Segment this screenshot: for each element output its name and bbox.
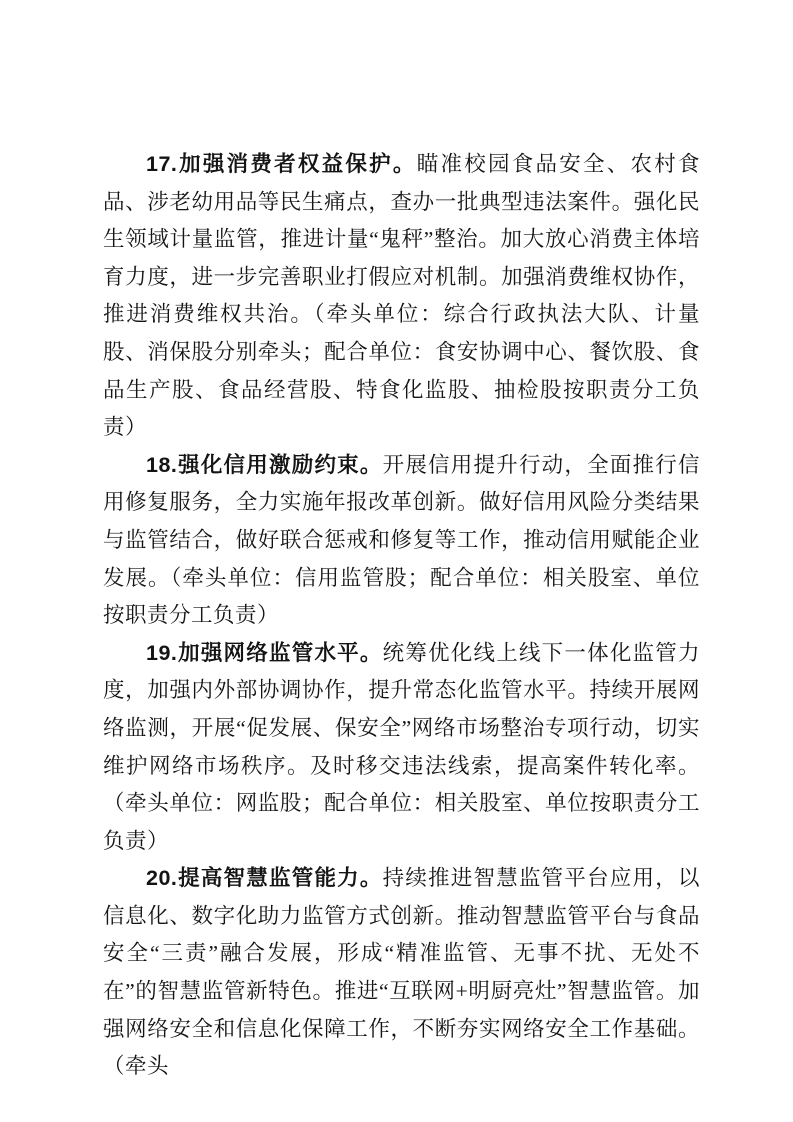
document-text-block (103, 146, 700, 1086)
paragraph-17-heading: 17.加强消费者权益保护。 (146, 152, 417, 176)
paragraph-18 (103, 447, 700, 635)
paragraph-17 (103, 146, 700, 447)
paragraph-19 (103, 635, 700, 861)
paragraph-17-body: 瞄准校园食品安全、农村食品、涉老幼用品等民生痛点，查办一批典型违法案件。强化民生领域计量监管，推进计量“鬼秤”整治。加大放心消费主体培育力度，进一步完善职业打假应对机制。加强消费维权协作，推进消费维权共治。（牵头单位：综合行政执法大队、计量股、消保股分别牵头；配合单位：食安协调中心、餐饮股、食品生产股、食品经营股、特食化监股、抽检股按职责分工负责） (103, 152, 700, 440)
paragraph-19-heading: 19.加强网络监管水平。 (146, 640, 383, 665)
paragraph-20 (103, 860, 700, 1086)
paragraph-20-body: 持续推进智慧监管平台应用，以信息化、数字化助力监管方式创新。推动智慧监管平台与食品安全“三责”融合发展，形成“精准监管、无事不扰、无处不在”的智慧监管新特色。推进“互联网+明厨亮灶”智慧监管。加强网络安全和信息化保障工作，不断夯实网络安全工作基础。（牵头 (103, 866, 700, 1079)
paragraph-18-heading: 18.强化信用激励约束。 (146, 452, 383, 477)
paragraph-18-body: 开展信用提升行动，全面推行信用修复服务，全力实施年报改革创新。做好信用风险分类结果与监管结合，做好联合惩戒和修复等工作，推动信用赋能企业发展。（牵头单位：信用监管股；配合单位：相关股室、单位按职责分工负责） (103, 452, 700, 628)
paragraph-20-heading: 20.提高智慧监管能力。 (146, 866, 383, 891)
paragraph-19-body: 统筹优化线上线下一体化监管力度，加强内外部协调协作，提升常态化监管水平。持续开展网络监测，开展“促发展、保安全”网络市场整治专项行动，切实维护网络市场秩序。及时移交违法线索，提高案件转化率。（牵头单位：网监股；配合单位：相关股室、单位按职责分工负责） (103, 640, 700, 853)
